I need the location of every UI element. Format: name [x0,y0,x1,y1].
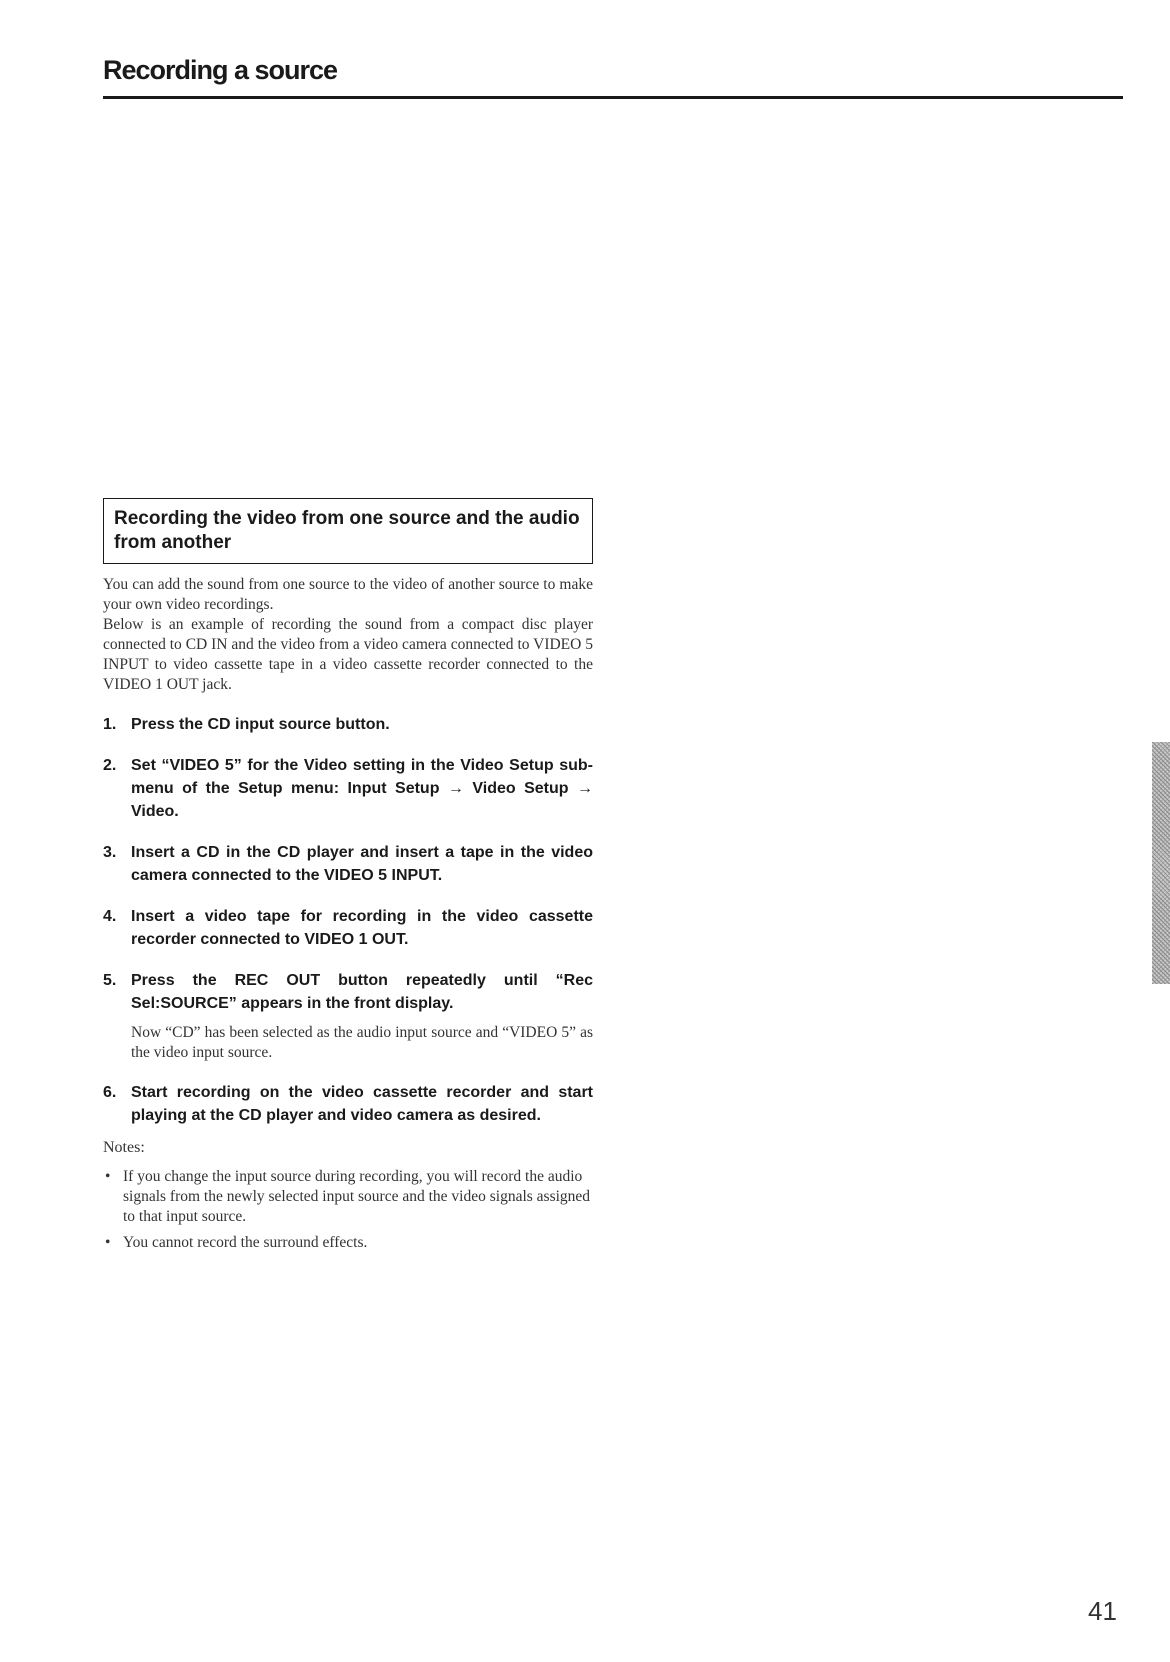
step-text: Press the CD input source button. [131,716,390,733]
note-item [103,1167,593,1227]
notes-list [103,1167,593,1253]
step-number: 1. [103,716,117,733]
bullet-icon: • [105,1168,111,1185]
note-text: You cannot record the surround effects. [123,1234,368,1251]
bullet-icon: • [105,1234,111,1251]
steps-list [103,713,593,1127]
page-number: 41 [1088,1596,1117,1626]
step-number: 4. [103,908,117,925]
step-text: Insert a video tape for recording in the video cassette recorder connected to VIDEO 1 OUT. [131,908,593,948]
step-number: 3. [103,844,117,861]
notes-title: Notes: [103,1139,145,1156]
step-text: Set “VIDEO 5” for the Video setting in the Video Setup sub-menu of the Setup menu: Input Setup → Video Setup → Video. [131,757,593,820]
step-item [103,754,593,823]
step-text: Insert a CD in the CD player and insert a tape in the video camera connected to the VIDEO 5 INPUT. [131,844,593,884]
step-item [103,1081,593,1127]
step-explanation: Now “CD” has been selected as the audio input source and “VIDEO 5” as the video input source. [131,1024,593,1061]
content-column [103,498,593,1259]
step-item [103,713,593,736]
step-text: Start recording on the video cassette recorder and start playing at the CD player and video camera as desired. [131,1084,593,1124]
section-heading: Recording the video from one source and the audio from another [103,498,593,564]
section-tab-marker [1152,742,1170,984]
step-item [103,969,593,1063]
step-item [103,905,593,951]
step-number: 5. [103,972,117,989]
step-number: 6. [103,1084,117,1101]
note-item [103,1233,593,1253]
intro-paragraph-2: Below is an example of recording the sound from a compact disc player connected to CD IN and the video from a video camera connected to VIDEO 5 INPUT to video cassette tape in a video cassette recorder connected to the VIDEO 1 OUT jack. [103,616,593,693]
note-text: If you change the input source during recording, you will record the audio signals from the newly selected input source and the video signals assigned to that input source. [123,1168,591,1225]
intro-paragraph-1: You can add the sound from one source to the video of another source to make your own video recordings. [103,576,593,613]
title-rule [103,96,1123,99]
step-text: Press the REC OUT button repeatedly until “Rec Sel:SOURCE” appears in the front display. [131,972,593,1012]
step-item [103,841,593,887]
step-number: 2. [103,757,117,774]
page-title: Recording a source [103,55,338,85]
